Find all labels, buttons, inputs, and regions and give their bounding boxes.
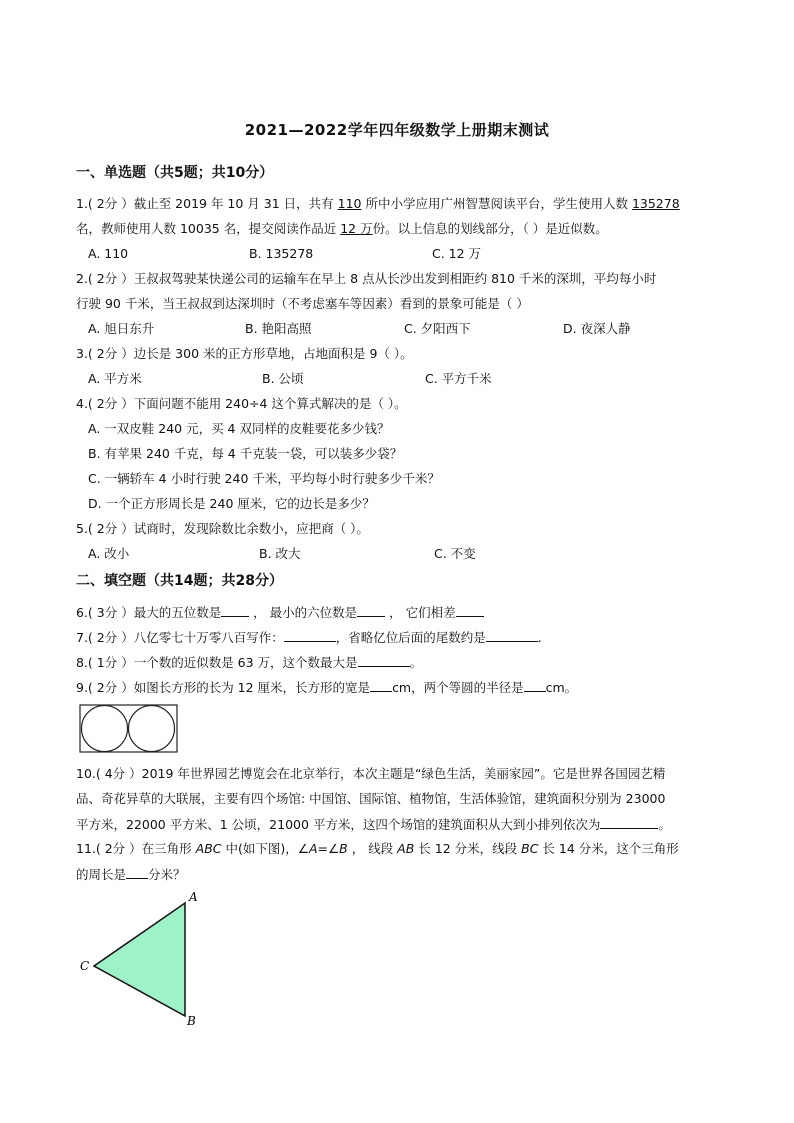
q3-option-c[interactable]: C. 平方千米 bbox=[425, 371, 492, 386]
q1-underlined-1: 110 bbox=[337, 196, 362, 211]
vertex-label-b: B bbox=[187, 1014, 196, 1028]
q3-option-a[interactable]: A. 平方米 bbox=[88, 371, 142, 386]
q5-option-c[interactable]: C. 不变 bbox=[434, 546, 476, 561]
q10-line-2: 品、奇花异草的大联展，主要有四个场馆: 中国馆、国际馆、植物馆，生活体验馆，建筑面积分别为 23000 bbox=[76, 791, 666, 806]
triangle-figure bbox=[76, 888, 206, 1028]
q2-option-d[interactable]: D. 夜深人静 bbox=[563, 321, 631, 336]
answer-blank[interactable] bbox=[221, 603, 249, 617]
q1-underlined-3: 12 万 bbox=[340, 221, 373, 236]
q11-math: ABC bbox=[195, 841, 222, 856]
q3-option-b[interactable]: B. 公顷 bbox=[262, 371, 304, 386]
q7-text: ，省略亿位后面的尾数约是 bbox=[335, 630, 486, 645]
q4-option-c[interactable]: C. 一辆轿车 4 小时行驶 240 千米，平均每小时行驶多少千米？ bbox=[88, 471, 440, 486]
q10-text: 。 bbox=[658, 817, 671, 832]
q6-text: ， 最小的六位数是 bbox=[249, 605, 358, 620]
q9-text: cm，两个等圆的半径是 bbox=[392, 680, 524, 695]
q5-option-a[interactable]: A. 改小 bbox=[88, 546, 130, 561]
q11-text: 11.( 2分 ）在三角形 bbox=[76, 841, 196, 856]
q1-text: 1.( 2分 ）截止至 2019 年 10 月 31 日，共有 bbox=[76, 196, 338, 211]
q4-option-b[interactable]: B. 有苹果 240 千克，每 4 千克装一袋，可以装多少袋？ bbox=[88, 446, 403, 461]
answer-blank[interactable] bbox=[370, 678, 392, 692]
q1-option-b[interactable]: B. 135278 bbox=[249, 246, 314, 261]
q2-line-2: 行驶 90 千米，当王叔叔到达深圳时（不考虑塞车等因素）看到的景象可能是（ ） bbox=[76, 296, 529, 311]
q10-line-1: 10.( 4分 ）2019 年世界园艺博览会在北京举行，本次主题是“绿色生活，美丽家园”。它是世界各国园艺精 bbox=[76, 766, 666, 781]
q2-option-a[interactable]: A. 旭日东升 bbox=[88, 321, 155, 336]
q1-line-2 bbox=[76, 220, 608, 238]
q8-text: 8.( 1分 ）一个数的近似数是 63 万，这个数最大是 bbox=[76, 655, 358, 670]
q11-text: 长 12 分米，线段 bbox=[414, 841, 522, 856]
answer-blank[interactable] bbox=[357, 603, 385, 617]
q11-math: ∠A=∠B bbox=[297, 841, 348, 856]
q9-text: 9.( 2分 ）如图长方形的长为 12 厘米，长方形的宽是 bbox=[76, 680, 371, 695]
q6-line bbox=[76, 603, 484, 622]
q11-text: 的周长是 bbox=[76, 867, 127, 882]
q1-text: 份。以上信息的划线部分，（ ）是近似数。 bbox=[372, 221, 608, 236]
q4-line-1: 4.( 2分 ）下面问题不能用 240÷4 这个算式解决的是（ ）。 bbox=[76, 396, 407, 411]
q1-option-c[interactable]: C. 12 万 bbox=[432, 246, 482, 261]
section-heading-1: 一、单选题（共5题；共10分） bbox=[76, 165, 274, 181]
answer-blank[interactable] bbox=[126, 865, 148, 879]
q7-text: 7.( 2分 ）八亿零七十万零八百写作： bbox=[76, 630, 284, 645]
answer-blank[interactable] bbox=[456, 603, 484, 617]
q11-text: 中(如下图)， bbox=[221, 841, 298, 856]
q11-text: ， 线段 bbox=[347, 841, 398, 856]
q9-line bbox=[76, 678, 577, 697]
q5-line-1: 5.( 2分 ）试商时，发现除数比余数小，应把商（ ）。 bbox=[76, 521, 369, 536]
q7-text: . bbox=[537, 630, 542, 645]
page-title: 2021—2022学年四年级数学上册期末测试 bbox=[244, 121, 550, 139]
q11-math: AB bbox=[397, 841, 415, 856]
q3-line-1: 3.( 2分 ）边长是 300 米的正方形草地，占地面积是 9（ ）。 bbox=[76, 346, 413, 361]
q6-text: 6.( 3分 ）最大的五位数是 bbox=[76, 605, 222, 620]
q9-text: cm。 bbox=[545, 680, 578, 695]
answer-blank[interactable] bbox=[486, 628, 538, 642]
q8-line bbox=[76, 653, 422, 672]
q11-text: 长 14 分米，这个三角形 bbox=[538, 841, 679, 856]
section-heading-2: 二、填空题（共14题；共28分） bbox=[76, 573, 283, 589]
q6-text: ， 它们相差 bbox=[385, 605, 456, 620]
q1-line-1 bbox=[76, 195, 680, 213]
q8-text: 。 bbox=[409, 655, 423, 670]
q2-line-1: 2.( 2分 ）王叔叔驾驶某快递公司的运输车在早上 8 点从长沙出发到相距约 810 千米的深圳，平均每小时 bbox=[76, 271, 657, 286]
q11-line-1 bbox=[76, 840, 679, 858]
q11-text: 分米？ bbox=[148, 867, 186, 882]
q2-option-b[interactable]: B. 艳阳高照 bbox=[245, 321, 312, 336]
q11-math: BC bbox=[521, 841, 539, 856]
q7-line bbox=[76, 628, 542, 647]
q5-option-b[interactable]: B. 改大 bbox=[259, 546, 301, 561]
rectangle-two-circles-figure bbox=[79, 704, 179, 754]
answer-blank[interactable] bbox=[524, 678, 546, 692]
q1-text: 所中小学应用广州智慧阅读平台，学生使用人数 bbox=[361, 196, 632, 211]
q1-text: 名，教师使用人数 10035 名，提交阅读作品近 bbox=[76, 221, 341, 236]
q10-line-3 bbox=[76, 815, 671, 834]
answer-blank[interactable] bbox=[358, 653, 410, 667]
triangle-abc bbox=[94, 903, 185, 1016]
q2-option-c[interactable]: C. 夕阳西下 bbox=[404, 321, 471, 336]
q10-text: 平方米，22000 平方米、1 公顷，21000 平方米，这四个场馆的建筑面积从大到小排列依次为 bbox=[76, 817, 601, 832]
vertex-label-c: C bbox=[80, 959, 90, 973]
q11-line-2 bbox=[76, 865, 186, 884]
vertex-label-a: A bbox=[189, 890, 198, 904]
q4-option-d[interactable]: D. 一个正方形周长是 240 厘米，它的边长是多少？ bbox=[88, 496, 375, 511]
q4-option-a[interactable]: A. 一双皮鞋 240 元，买 4 双同样的皮鞋要花多少钱？ bbox=[88, 421, 390, 436]
q1-underlined-2: 135278 bbox=[631, 196, 680, 211]
q1-option-a[interactable]: A. 110 bbox=[88, 246, 129, 261]
answer-blank[interactable] bbox=[284, 628, 336, 642]
answer-blank[interactable] bbox=[600, 815, 658, 829]
